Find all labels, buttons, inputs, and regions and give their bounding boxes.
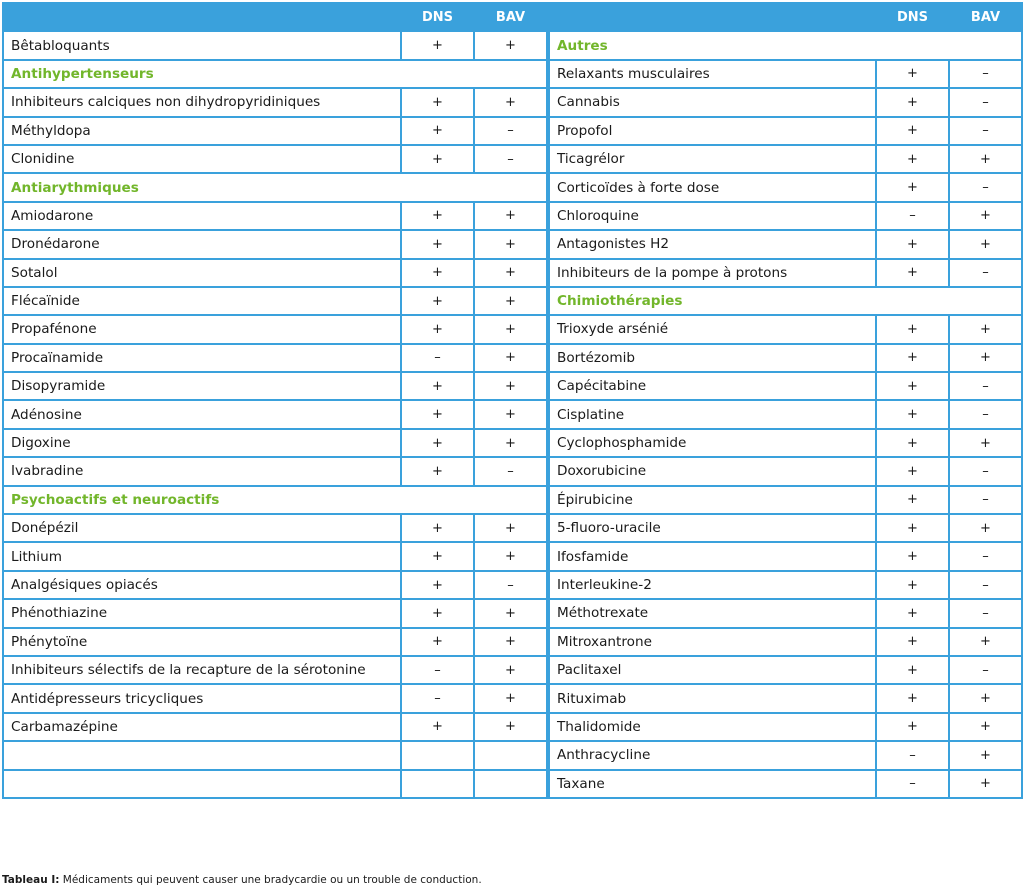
drug-row — [549, 400, 1022, 428]
category-row — [549, 287, 1022, 315]
drug-row — [549, 344, 1022, 372]
drug-row — [3, 372, 547, 400]
dns-value: + — [401, 599, 474, 627]
drug-name: Cisplatine — [549, 400, 876, 428]
left-header-dns: DNS — [401, 3, 474, 31]
drug-row — [549, 741, 1022, 769]
drug-row — [3, 31, 547, 59]
dns-value: + — [401, 372, 474, 400]
drug-row — [549, 259, 1022, 287]
dns-value: – — [876, 770, 949, 798]
drug-name: Relaxants musculaires — [549, 60, 876, 88]
drug-name: Épirubicine — [549, 486, 876, 514]
bav-value: + — [474, 287, 547, 315]
bav-value: – — [949, 60, 1022, 88]
drug-row — [3, 88, 547, 116]
bav-value: – — [949, 542, 1022, 570]
dns-value: + — [876, 230, 949, 258]
drug-name: Procaïnamide — [3, 344, 401, 372]
drug-row — [3, 628, 547, 656]
drug-row — [3, 457, 547, 485]
drug-name: Thalidomide — [549, 713, 876, 741]
drug-name: Digoxine — [3, 429, 401, 457]
drug-row — [549, 202, 1022, 230]
dns-value: + — [876, 88, 949, 116]
bav-value: + — [949, 145, 1022, 173]
bav-value: + — [474, 542, 547, 570]
dns-value: + — [401, 514, 474, 542]
bav-value: – — [474, 457, 547, 485]
drug-name: Carbamazépine — [3, 713, 401, 741]
left-table — [2, 2, 548, 799]
dns-value: + — [876, 628, 949, 656]
dns-value: + — [876, 684, 949, 712]
bav-value: + — [949, 344, 1022, 372]
drug-name: Bortézomib — [549, 344, 876, 372]
dns-value: + — [876, 486, 949, 514]
drug-name: Inhibiteurs de la pompe à protons — [549, 259, 876, 287]
drug-name: Inhibiteurs sélectifs de la recapture de la sérotonine — [3, 656, 401, 684]
drug-name: Antidépresseurs tricycliques — [3, 684, 401, 712]
drug-row — [549, 315, 1022, 343]
dns-value: – — [876, 741, 949, 769]
dns-value: + — [876, 173, 949, 201]
drug-row — [549, 599, 1022, 627]
drug-name: Ticagrélor — [549, 145, 876, 173]
dns-value: + — [876, 429, 949, 457]
bav-value: – — [949, 486, 1022, 514]
dns-value: + — [876, 542, 949, 570]
category-label: Autres — [549, 31, 1022, 59]
drug-row — [549, 230, 1022, 258]
drug-row — [3, 344, 547, 372]
dns-value: + — [876, 145, 949, 173]
category-row — [549, 31, 1022, 59]
drug-name: Chloroquine — [549, 202, 876, 230]
drug-name: Bêtabloquants — [3, 31, 401, 59]
drug-name: Antagonistes H2 — [549, 230, 876, 258]
drug-row — [549, 429, 1022, 457]
dns-value: + — [876, 259, 949, 287]
drug-row — [3, 599, 547, 627]
drug-row — [549, 88, 1022, 116]
drug-name: Phénothiazine — [3, 599, 401, 627]
drug-row — [3, 315, 547, 343]
dns-value: + — [876, 514, 949, 542]
dns-value: + — [876, 372, 949, 400]
bav-value: – — [949, 599, 1022, 627]
bav-value — [474, 741, 547, 769]
drug-row — [3, 770, 547, 798]
drug-name: Amiodarone — [3, 202, 401, 230]
dns-value: + — [876, 457, 949, 485]
drug-row — [549, 173, 1022, 201]
dns-value: + — [401, 145, 474, 173]
bav-value: – — [949, 656, 1022, 684]
dns-value: + — [401, 259, 474, 287]
drug-name: Anthracycline — [549, 741, 876, 769]
drug-name: Propofol — [549, 117, 876, 145]
dns-value: – — [401, 344, 474, 372]
dns-value: + — [401, 315, 474, 343]
drug-name: Interleukine-2 — [549, 571, 876, 599]
category-label: Antihypertenseurs — [3, 60, 547, 88]
bav-value: + — [949, 315, 1022, 343]
drug-row — [549, 117, 1022, 145]
bav-value: + — [474, 230, 547, 258]
dns-value: + — [876, 400, 949, 428]
drug-name: Doxorubicine — [549, 457, 876, 485]
drug-row — [3, 287, 547, 315]
left-header-bav: BAV — [474, 3, 547, 31]
drug-row — [549, 656, 1022, 684]
right-table-body — [549, 31, 1022, 798]
dns-value: + — [401, 542, 474, 570]
bav-value: + — [474, 259, 547, 287]
bav-value: + — [949, 713, 1022, 741]
drug-name: Sotalol — [3, 259, 401, 287]
drug-name: Lithium — [3, 542, 401, 570]
drug-row — [549, 542, 1022, 570]
drug-row — [549, 486, 1022, 514]
right-table — [548, 2, 1023, 799]
right-header-dns: DNS — [876, 3, 949, 31]
dns-value: + — [401, 202, 474, 230]
caption-label: Tableau I: — [2, 874, 60, 886]
table-caption — [2, 874, 482, 886]
drug-row — [549, 60, 1022, 88]
drug-name: Cannabis — [549, 88, 876, 116]
drug-name: Propafénone — [3, 315, 401, 343]
drug-row — [3, 656, 547, 684]
drug-name: Capécitabine — [549, 372, 876, 400]
drug-name: Flécaïnide — [3, 287, 401, 315]
dns-value: – — [401, 684, 474, 712]
bav-value: + — [949, 684, 1022, 712]
drug-name: Phénytoïne — [3, 628, 401, 656]
drug-name: Trioxyde arsénié — [549, 315, 876, 343]
drug-name: Rituximab — [549, 684, 876, 712]
dns-value: – — [401, 656, 474, 684]
dns-value: + — [876, 315, 949, 343]
right-header-blank — [549, 3, 876, 31]
drug-row — [549, 770, 1022, 798]
bav-value: + — [949, 230, 1022, 258]
bav-value: + — [949, 429, 1022, 457]
bav-value: – — [949, 88, 1022, 116]
drug-name: Analgésiques opiacés — [3, 571, 401, 599]
drug-row — [3, 117, 547, 145]
bav-value: + — [474, 31, 547, 59]
drug-row — [3, 259, 547, 287]
bav-value: – — [474, 117, 547, 145]
bav-value: – — [949, 259, 1022, 287]
bav-value — [474, 770, 547, 798]
bav-value: + — [474, 202, 547, 230]
dns-value: + — [401, 429, 474, 457]
dns-value: + — [876, 117, 949, 145]
drug-name: Donépézil — [3, 514, 401, 542]
left-table-header — [3, 3, 547, 31]
category-label: Antiarythmiques — [3, 173, 547, 201]
category-label: Chimiothérapies — [549, 287, 1022, 315]
drug-row — [3, 684, 547, 712]
drug-row — [3, 542, 547, 570]
dns-value: + — [401, 31, 474, 59]
dns-value: – — [876, 202, 949, 230]
drug-row — [3, 429, 547, 457]
dns-value: + — [401, 571, 474, 599]
right-header-bav: BAV — [949, 3, 1022, 31]
dns-value: + — [876, 713, 949, 741]
dns-value: + — [401, 457, 474, 485]
bav-value: + — [949, 628, 1022, 656]
drug-row — [3, 741, 547, 769]
bav-value: + — [474, 656, 547, 684]
drug-name — [3, 741, 401, 769]
drug-name: Clonidine — [3, 145, 401, 173]
bav-value: – — [949, 372, 1022, 400]
dns-value: + — [401, 628, 474, 656]
bav-value: + — [474, 713, 547, 741]
drug-row — [549, 571, 1022, 599]
bav-value: + — [949, 741, 1022, 769]
drug-name: Dronédarone — [3, 230, 401, 258]
bav-value: – — [949, 117, 1022, 145]
drug-row — [549, 684, 1022, 712]
bav-value: + — [474, 429, 547, 457]
category-row — [3, 486, 547, 514]
left-table-body — [3, 31, 547, 798]
bav-value: + — [474, 599, 547, 627]
drug-name: Ivabradine — [3, 457, 401, 485]
dns-value: + — [876, 599, 949, 627]
drug-name: Paclitaxel — [549, 656, 876, 684]
bav-value: + — [949, 770, 1022, 798]
bav-value: + — [474, 315, 547, 343]
dns-value — [401, 770, 474, 798]
bav-value: + — [949, 202, 1022, 230]
drug-name: Cyclophosphamide — [549, 429, 876, 457]
bav-value: + — [474, 400, 547, 428]
dns-value: + — [401, 287, 474, 315]
bav-value: – — [474, 145, 547, 173]
drug-name: Inhibiteurs calciques non dihydropyridiniques — [3, 88, 401, 116]
right-table-header — [549, 3, 1022, 31]
drug-name: Adénosine — [3, 400, 401, 428]
category-row — [3, 173, 547, 201]
drug-name: Méthyldopa — [3, 117, 401, 145]
drug-row — [3, 514, 547, 542]
category-row — [3, 60, 547, 88]
bav-value: + — [474, 628, 547, 656]
category-label: Psychoactifs et neuroactifs — [3, 486, 547, 514]
dns-value: + — [401, 713, 474, 741]
drug-name: Taxane — [549, 770, 876, 798]
drug-name: Mitroxantrone — [549, 628, 876, 656]
drug-row — [549, 145, 1022, 173]
drug-row — [3, 202, 547, 230]
drug-name — [3, 770, 401, 798]
drug-name: Corticoïdes à forte dose — [549, 173, 876, 201]
drug-row — [549, 628, 1022, 656]
drug-row — [3, 713, 547, 741]
drug-row — [3, 230, 547, 258]
drug-name: Disopyramide — [3, 372, 401, 400]
bav-value: – — [949, 457, 1022, 485]
drug-row — [3, 571, 547, 599]
bav-value: – — [949, 400, 1022, 428]
drug-row — [3, 400, 547, 428]
drug-name: Ifosfamide — [549, 542, 876, 570]
dns-value — [401, 741, 474, 769]
dns-value: + — [876, 571, 949, 599]
bav-value: – — [949, 571, 1022, 599]
dns-value: + — [876, 344, 949, 372]
drug-row — [549, 713, 1022, 741]
drug-name: 5-fluoro-uracile — [549, 514, 876, 542]
dns-value: + — [401, 88, 474, 116]
drug-row — [549, 372, 1022, 400]
dns-value: + — [401, 400, 474, 428]
bav-value: – — [474, 571, 547, 599]
drug-name: Méthotrexate — [549, 599, 876, 627]
dns-value: + — [876, 656, 949, 684]
drug-row — [3, 145, 547, 173]
bav-value: + — [474, 684, 547, 712]
bav-value: + — [474, 88, 547, 116]
dns-value: + — [401, 230, 474, 258]
bav-value: + — [474, 372, 547, 400]
dns-value: + — [401, 117, 474, 145]
bav-value: + — [474, 344, 547, 372]
drug-row — [549, 457, 1022, 485]
drug-row — [549, 514, 1022, 542]
dns-value: + — [876, 60, 949, 88]
bav-value: + — [949, 514, 1022, 542]
bav-value: – — [949, 173, 1022, 201]
caption-text: Médicaments qui peuvent causer une bradycardie ou un trouble de conduction. — [59, 874, 482, 886]
bav-value: + — [474, 514, 547, 542]
left-header-blank — [3, 3, 401, 31]
